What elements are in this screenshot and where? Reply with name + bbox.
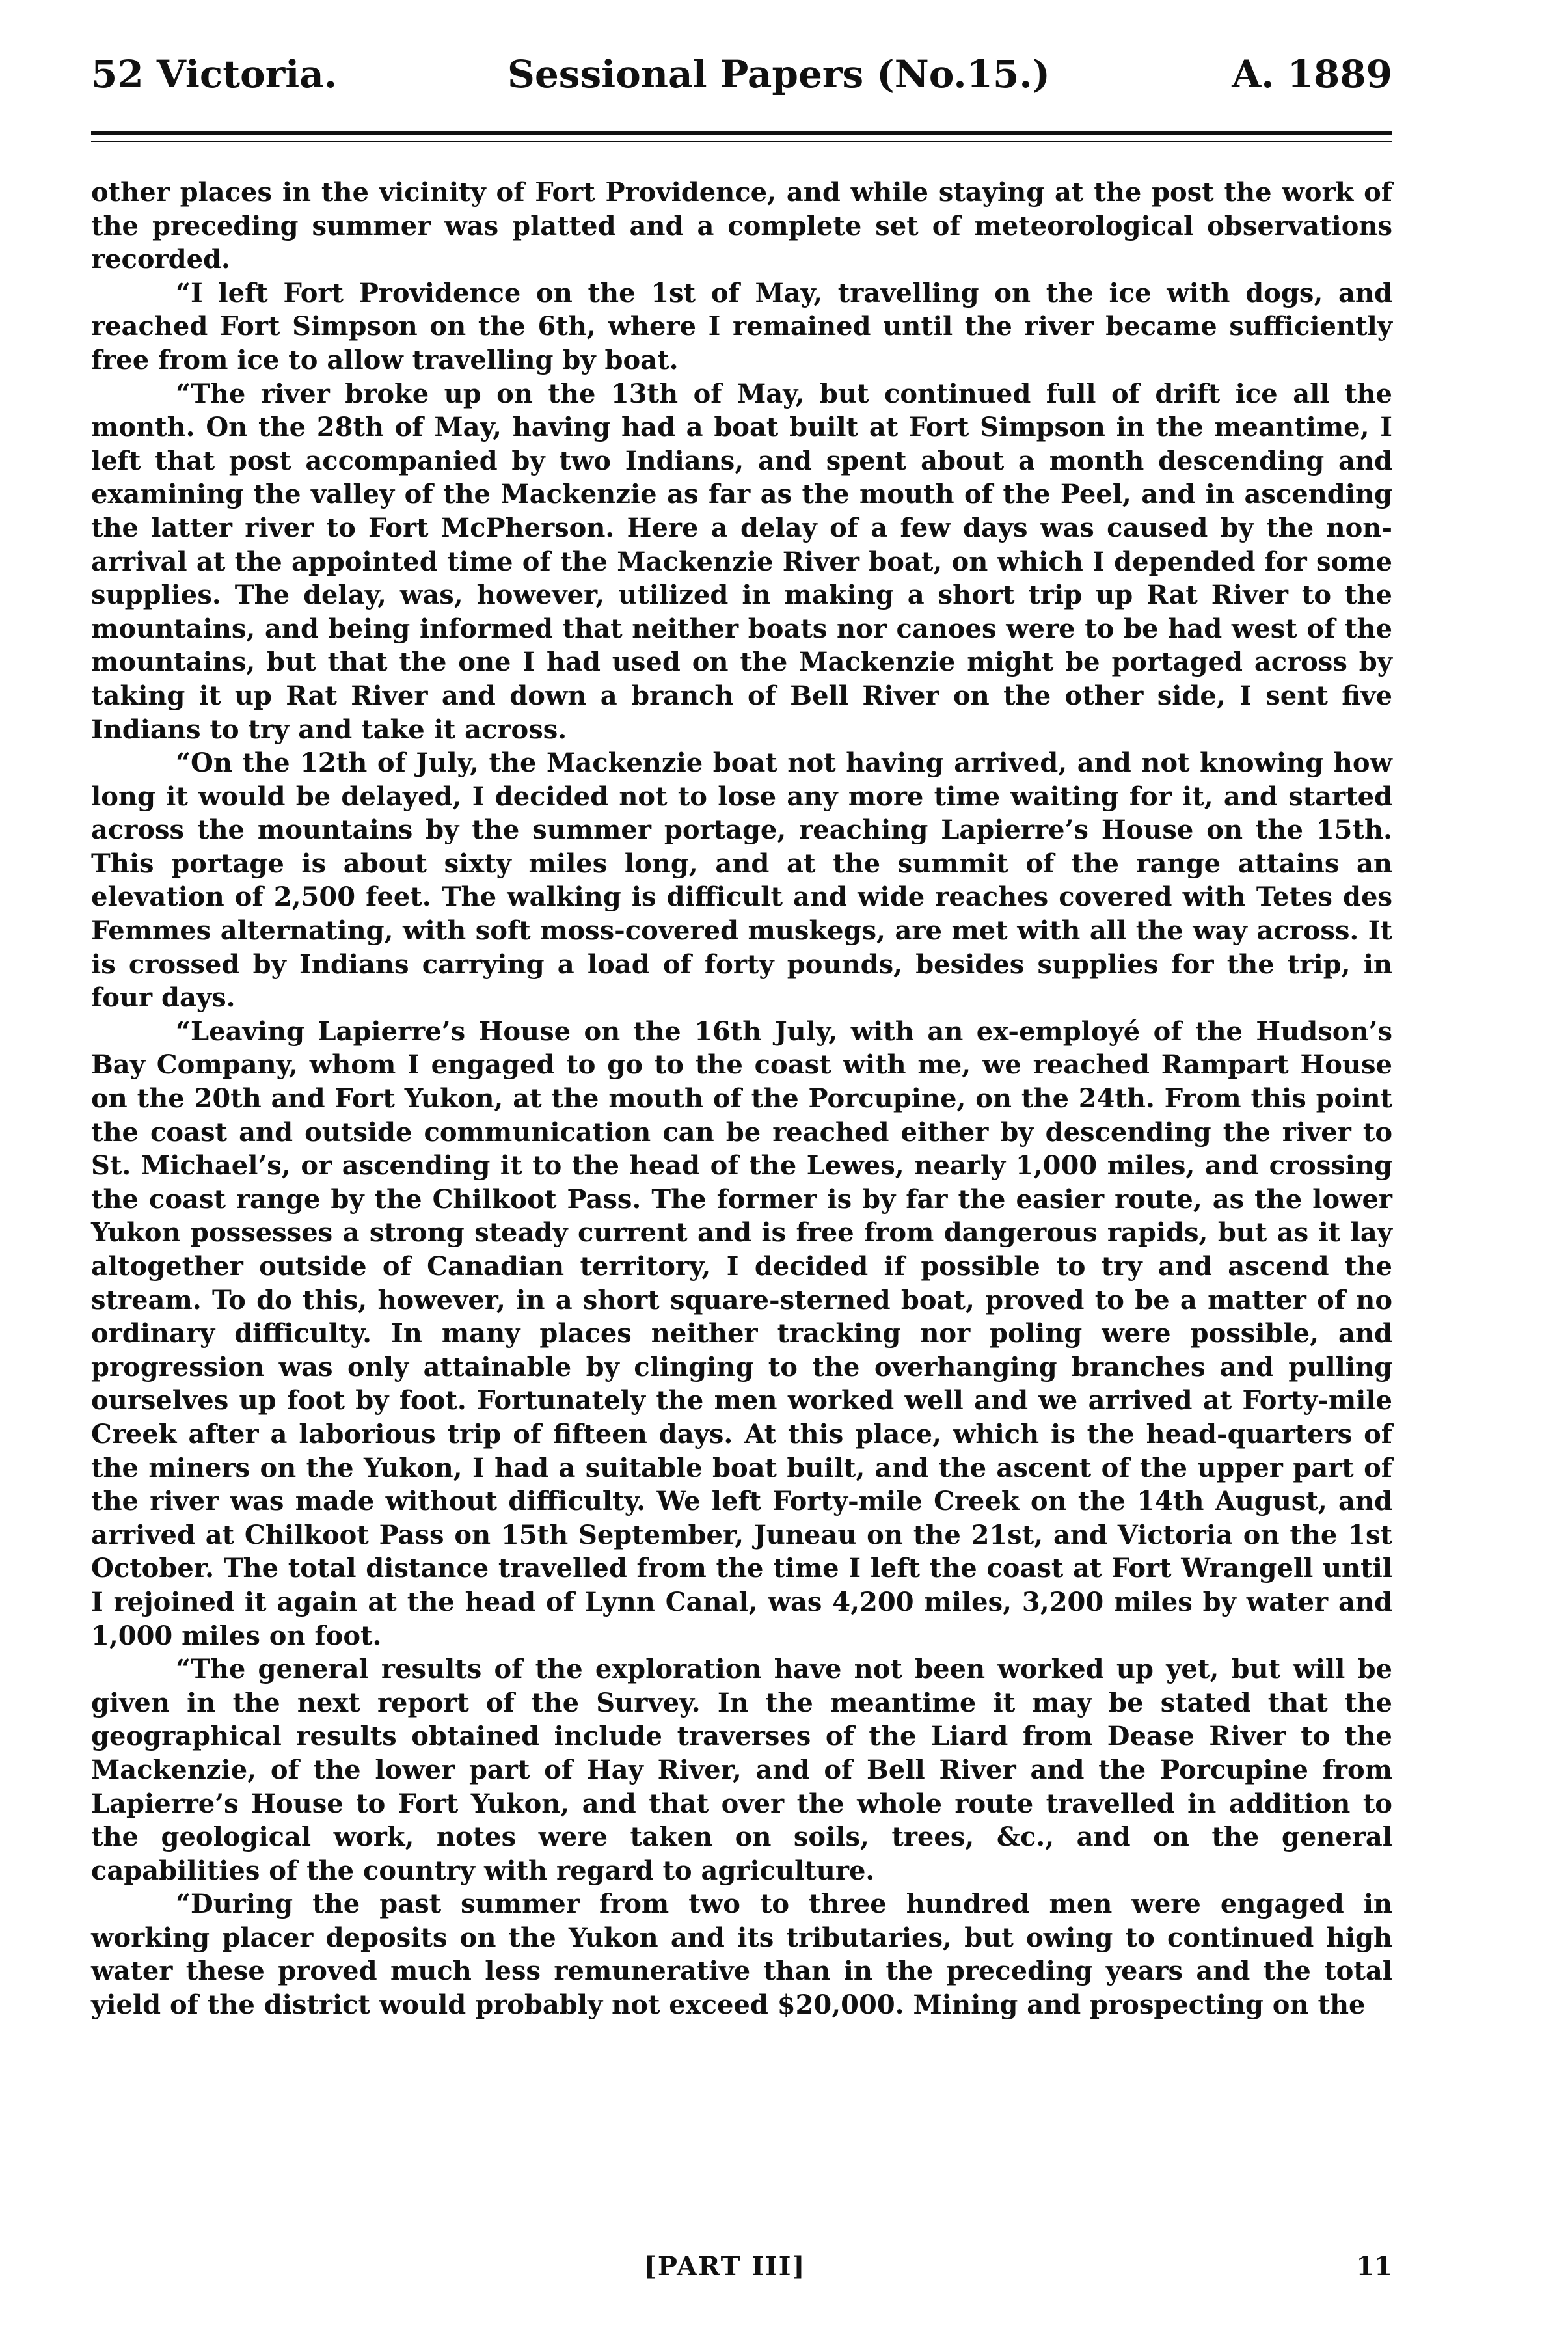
page-header [91,52,1392,124]
paragraph: other places in the vicinity of Fort Providence, and while staying at the post the work of the preceding summer was platted and a complete set of meteorological observations recorded. [91,177,1392,275]
footer-part: [PART III] [644,2251,806,2282]
paragraph: “The river broke up on the 13th of May, but continued full of drift ice all the month. On the 28th of May, having had a boat built at Fort Simpson in the meantime, I left that post accompanied by two Indians, and spent about a month descending and examining the valley of the Mackenzie as far as the mouth of the Peel, and in ascending the latter river to Fort McPherson. Here a delay of a few days was caused by the non-arrival at the appointed time of the Mackenzie River boat, on which I depended for some supplies. The delay, was, however, utilized in making a short trip up Rat River to the mountains, and being informed that neither boats nor canoes were to be had west of the mountains, but that the one I had used on the Mackenzie might be portaged across by taking it up Rat River and down a branch of Bell River on the other side, I sent five Indians to try and take it across. [91,378,1392,745]
header-title: Sessional Papers (No.15.) [507,52,1050,96]
header-year: A. 1889 [1232,52,1392,96]
document-page [91,46,1392,2310]
paragraph: “Leaving Lapierre’s House on the 16th July, with an ex-employé of the Hudson’s Bay Company, whom I engaged to go to the coast with me, we reached Rampart House on the 20th and Fort Yukon, at the mouth of the Porcupine, on the 24th. From this point the coast and outside communication can be reached either by descending the river to St. Michael’s, or ascending it to the head of the Lewes, nearly 1,000 miles, and crossing the coast range by the Chilkoot Pass. The former is by far the easier route, as the lower Yukon possesses a strong steady current and is free from dangerous rapids, but as it lay altogether outside of Canadian territory, I decided if possible to try and ascend the stream. To do this, however, in a short square-sterned boat, proved to be a matter of no ordinary difficulty. In many places neither tracking nor poling were possible, and progression was only attainable by clinging to the overhanging branches and pulling ourselves up foot by foot. Fortunately the men worked well and we arrived at Forty-mile Creek after a laborious trip of fifteen days. At this place, which is the head-quarters of the miners on the Yukon, I had a suitable boat built, and the ascent of the upper part of the river was made without difficulty. We left Forty-mile Creek on the 14th August, and arrived at Chilkoot Pass on 15th September, Juneau on the 21st, and Victoria on the 1st October. The total distance travelled from the time I left the coast at Fort Wrangell until I rejoined it again at the head of Lynn Canal, was 4,200 miles, 3,200 miles by water and 1,000 miles on foot. [91,1016,1392,1651]
paragraph: “During the past summer from two to three hundred men were engaged in working placer deposits on the Yukon and its tributaries, but owing to continued high water these proved much less remunerative than in the preceding years and the total yield of the district would probably not exceed $20,000. Mining and prospecting on the [91,1889,1392,2021]
page-number: 11 [1356,2251,1392,2282]
paragraph: “On the 12th of July, the Mackenzie boat not having arrived, and not knowing how long it would be delayed, I decided not to lose any more time waiting for it, and started across the mountains by the summer portage, reaching Lapierre’s House on the 15th. This portage is about sixty miles long, and at the summit of the range attains an elevation of 2,500 feet. The walking is difficult and wide reaches covered with Tetes des Femmes alternating, with soft moss-covered muskegs, are met with all the way across. It is crossed by Indians carrying a load of forty pounds, besides supplies for the trip, in four days. [91,748,1392,1014]
page-footer [91,2251,1392,2297]
header-rule-thick [91,131,1392,135]
paragraph: “The general results of the exploration have not been worked up yet, but will be given in the next report of the Survey. In the meantime it may be stated that the geographical results obtained include traverses of the Liard from Dease River to the Mackenzie, of the lower part of Hay River, and of Bell River and the Porcupine from Lapierre’s House to Fort Yukon, and that over the whole route travelled in addition to the geological work, notes were taken on soils, trees, &c., and on the general capabilities of the country with regard to agriculture. [91,1654,1392,1886]
header-rule-thin [91,141,1392,142]
header-volume: 52 Victoria. [91,52,338,96]
paragraph: “I left Fort Providence on the 1st of May, travelling on the ice with dogs, and reached Fort Simpson on the 6th, where I remained until the river became sufficiently free from ice to allow travelling by boat. [91,277,1392,375]
body-text [91,176,1392,2212]
